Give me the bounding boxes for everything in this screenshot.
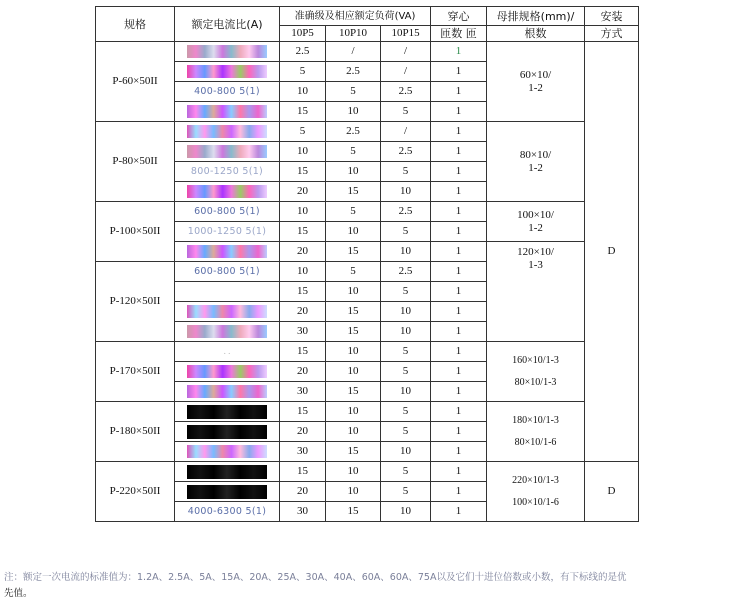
header-10p5: 10P5 <box>280 26 326 42</box>
ratio-cell: 600-800 5(1) <box>175 262 280 282</box>
model-cell: P-60×50II <box>96 42 175 122</box>
header-turns: 匝数 匝 <box>431 26 487 42</box>
table-row: 10 5 2.5 1 <box>96 142 639 162</box>
header-ratio: 额定电流比(A) <box>175 7 280 42</box>
table-row: 20 10 5 1 <box>96 422 639 442</box>
header-accuracy: 准确级及相应额定负荷(VA) <box>280 7 431 26</box>
busbar-cell: 120×10/ 1-3 <box>487 242 585 342</box>
table-row: 800-1250 5(1) 15 10 5 1 <box>96 162 639 182</box>
table-row: P-60×50II 2.5 / / 1 60×10/ 1-2 D <box>96 42 639 62</box>
table-row: 20 10 5 1 <box>96 482 639 502</box>
blurred-ratio <box>187 105 267 118</box>
blacked-out-ratio <box>187 485 267 499</box>
ratio-cell <box>175 282 280 302</box>
blurred-ratio <box>187 245 267 258</box>
model-cell: P-180×50II <box>96 402 175 462</box>
table-row: 30 15 10 1 <box>96 442 639 462</box>
header-install-method: 方式 <box>585 26 639 42</box>
footnote-line-2: 先值。 <box>4 588 33 599</box>
header-install: 安装 <box>585 7 639 26</box>
table-row: 20 10 5 1 <box>96 362 639 382</box>
table-row: P-220×50II 15 10 5 1 220×10/1-3 100×10/1-6 D <box>96 462 639 482</box>
table-row: 30 15 10 1 <box>96 322 639 342</box>
blurred-ratio <box>187 45 267 58</box>
table-row: P-120×50II 600-800 5(1) 10 5 2.5 1 <box>96 262 639 282</box>
footnote <box>4 570 744 602</box>
spec-table <box>95 6 639 522</box>
model-cell: P-80×50II <box>96 122 175 202</box>
table-row: 4000-6300 5(1) 30 15 10 1 <box>96 502 639 522</box>
ratio-cell: . . <box>175 342 280 362</box>
header-model: 规格 <box>96 7 175 42</box>
header-10p10: 10P10 <box>326 26 381 42</box>
model-cell: P-220×50II <box>96 462 175 522</box>
table-row: 20 15 10 1 <box>96 302 639 322</box>
table-row: 400-800 5(1) 10 5 2.5 1 <box>96 82 639 102</box>
header-busbar: 母排规格(mm)/ <box>487 7 585 26</box>
ratio-cell: 400-800 5(1) <box>175 82 280 102</box>
table-row: 30 15 10 1 <box>96 382 639 402</box>
ratio-cell: 600-800 5(1) <box>175 202 280 222</box>
header-10p15: 10P15 <box>381 26 431 42</box>
footnote-line-1: 注：额定一次电流的标准值为：1.2A、2.5A、5A、15A、20A、25A、30A、40A、60A、60A、75A以及它们十进位倍数或小数，有下标线的是优 <box>4 572 627 583</box>
blacked-out-ratio <box>187 425 267 439</box>
blurred-ratio <box>187 125 267 138</box>
blurred-ratio <box>187 325 267 338</box>
busbar-cell: 60×10/ 1-2 <box>487 42 585 122</box>
blurred-ratio <box>187 365 267 378</box>
blurred-ratio <box>187 185 267 198</box>
busbar-cell: 100×10/ 1-2 <box>487 202 585 242</box>
table-row: 15 10 5 1 <box>96 282 639 302</box>
blurred-ratio <box>187 385 267 398</box>
table-row: 5 2.5 / 1 <box>96 62 639 82</box>
busbar-cell: 180×10/1-3 80×10/1-6 <box>487 402 585 462</box>
header-busbar-count: 根数 <box>487 26 585 42</box>
ratio-cell: 1000-1250 5(1) <box>175 222 280 242</box>
table-row: P-170×50II . . 15 10 5 1 160×10/1-3 80×10/1-3 <box>96 342 639 362</box>
blurred-ratio <box>187 145 267 158</box>
install-cell: D <box>585 42 639 462</box>
table-row: 20 15 10 1 120×10/ 1-3 <box>96 242 639 262</box>
header-through: 穿心 <box>431 7 487 26</box>
ratio-cell: 800-1250 5(1) <box>175 162 280 182</box>
busbar-cell: 160×10/1-3 80×10/1-3 <box>487 342 585 402</box>
table-row: 20 15 10 1 <box>96 182 639 202</box>
blacked-out-ratio <box>187 465 267 479</box>
model-cell: P-100×50II <box>96 202 175 262</box>
busbar-cell: 80×10/ 1-2 <box>487 122 585 202</box>
blurred-ratio <box>187 445 267 458</box>
busbar-cell: 220×10/1-3 100×10/1-6 <box>487 462 585 522</box>
table-row: 15 10 5 1 <box>96 102 639 122</box>
table-row: P-80×50II 5 2.5 / 1 80×10/ 1-2 <box>96 122 639 142</box>
table-row: P-100×50II 600-800 5(1) 10 5 2.5 1 100×10/ 1-2 <box>96 202 639 222</box>
ratio-cell: 4000-6300 5(1) <box>175 502 280 522</box>
model-cell: P-170×50II <box>96 342 175 402</box>
blurred-ratio <box>187 65 267 78</box>
blurred-ratio <box>187 305 267 318</box>
blacked-out-ratio <box>187 405 267 419</box>
install-cell: D <box>585 462 639 522</box>
model-cell: P-120×50II <box>96 262 175 342</box>
table-row: P-180×50II 15 10 5 1 180×10/1-3 80×10/1-6 <box>96 402 639 422</box>
table-row: 1000-1250 5(1) 15 10 5 1 <box>96 222 639 242</box>
